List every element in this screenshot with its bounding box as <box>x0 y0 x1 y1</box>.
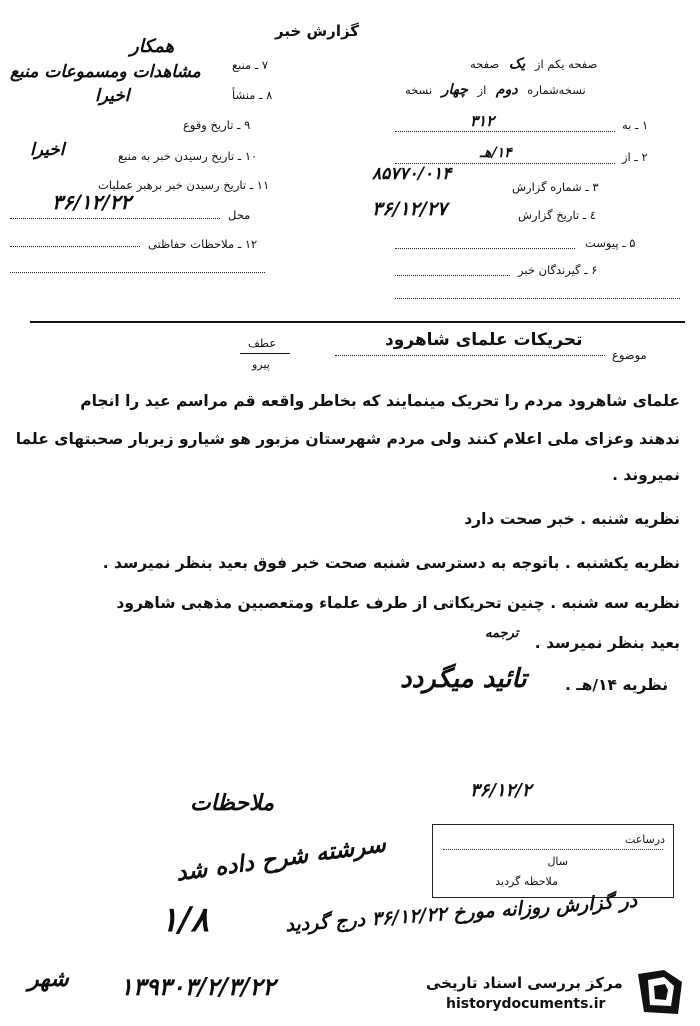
stamp-date: ۳۶/۱۲/۲ <box>470 780 532 801</box>
dotted-line <box>395 131 615 132</box>
field-from-value: ۱۴/هـ <box>480 145 512 161</box>
watermark-url: historydocuments.ir <box>446 996 606 1012</box>
field-to-label: ۱ ـ به <box>622 118 649 132</box>
watermark-name: مرکز بررسی اسناد تاریخی <box>426 974 623 992</box>
final-opinion-label: نظریه ۱۴/هـ . <box>565 676 669 694</box>
archive-logo-icon <box>634 968 686 1018</box>
field-source-value: همکار <box>130 36 175 57</box>
field-source-label: ۷ ـ منبع <box>232 58 269 72</box>
field-occurrence-date-value: اخیرا <box>95 86 130 106</box>
field-from-label: ۲ ـ از <box>622 150 648 164</box>
body-line: بعید بنظر نمیرسد . <box>534 634 680 652</box>
page-line: صفحه یکم از یک صفحه <box>470 56 598 72</box>
dotted-line <box>10 272 265 273</box>
atf-divider <box>240 353 290 354</box>
field-place-label: محل <box>228 208 251 222</box>
bottom-number: ۱۳۹۳۰۳/۲/۳/۲۲ <box>120 972 276 1001</box>
field-ops-receipt-value: ۳۶/۱۲/۲۲ <box>52 190 132 214</box>
field-occurrence-date-label: ۹ ـ تاریخ وقوع <box>183 118 251 132</box>
field-report-date-label: ٤ ـ تاریخ گزارش <box>518 208 597 222</box>
handwritten-number: ۱/۸ <box>160 900 209 940</box>
copy-line: نسخه‌شماره دوم از چهار نسخه <box>405 82 586 98</box>
page-title: گزارش خبر <box>275 22 360 40</box>
dotted-line <box>10 246 140 247</box>
section-divider <box>30 321 685 323</box>
field-report-number-value: ۸۵۷۷۰/۰۱۴ <box>372 164 452 184</box>
daily-report-note: در گزارش روزانه مورخ ۳۶/۱۲/۲۲ درج گردید <box>284 889 638 937</box>
body-line: علمای شاهرود مردم را تحریک مینمایند که بخاطر واقعه قم مراسم عید را انجام <box>80 392 680 410</box>
body-line: نظریه شنبه . خبر صحت دارد <box>464 510 680 528</box>
body-line: نمیروند . <box>612 466 680 484</box>
subject-value: تحریکات علمای شاهرود <box>385 330 583 350</box>
dotted-line <box>335 355 605 356</box>
signature-note: سرشته شرح داده شد <box>174 830 388 887</box>
handwritten-note-small: ترجمه <box>485 626 519 641</box>
body-line: نظریه یکشنبه . باتوجه به دسترسی شنبه صحت خبر فوق بعید بنظر نمیرسد . <box>102 554 680 572</box>
signature-remark: ملاحظات <box>190 790 274 816</box>
dotted-line <box>395 275 510 276</box>
body-line: ندهند وعزای ملی اعلام کنند ولی مردم شهرستان مزبور هو شیارو زیربار صحبتهای علما <box>15 430 680 448</box>
pairow-label: پیرو <box>252 358 270 371</box>
final-opinion-value: تائید میگردد <box>400 664 527 694</box>
field-source-receipt-label: ۱۰ ـ تاریخ رسیدن خبر به منبع <box>118 149 258 163</box>
field-origin-label: ۸ ـ منشأ <box>232 88 273 102</box>
field-attachment-label: ۵ ـ پیوست <box>585 236 636 250</box>
dotted-line <box>395 298 680 299</box>
field-report-number-label: ۳ ـ شماره گزارش <box>512 180 599 194</box>
field-report-date-value: ۳۶/۱۲/۲۷ <box>372 198 448 220</box>
received-stamp: درساعت سال ملاحظه گردید <box>432 824 674 898</box>
field-to-value: ۳۱۲ <box>470 112 495 130</box>
field-recipients-label: ۶ ـ گیرندگان خبر <box>518 263 598 277</box>
subject-label: موضوع <box>612 348 647 362</box>
field-security-notes-label: ۱۲ ـ ملاحظات حفاظتی <box>148 237 258 251</box>
bottom-signature: شهر <box>28 966 69 992</box>
field-origin-value: مشاهدات ومسموعات منبع <box>10 62 201 82</box>
dotted-line <box>395 248 575 249</box>
field-ops-receipt-label: ۱۱ ـ تاریخ رسیدن خبر برهبر عملیات <box>98 178 270 192</box>
dotted-line <box>10 218 220 219</box>
atf-label: عطف <box>248 336 277 350</box>
field-source-receipt-value: اخیرا <box>30 140 65 160</box>
body-line: نظریه سه شنبه . چنین تحریکاتی از طرف علماء ومتعصبین مذهبی شاهرود <box>116 594 680 612</box>
